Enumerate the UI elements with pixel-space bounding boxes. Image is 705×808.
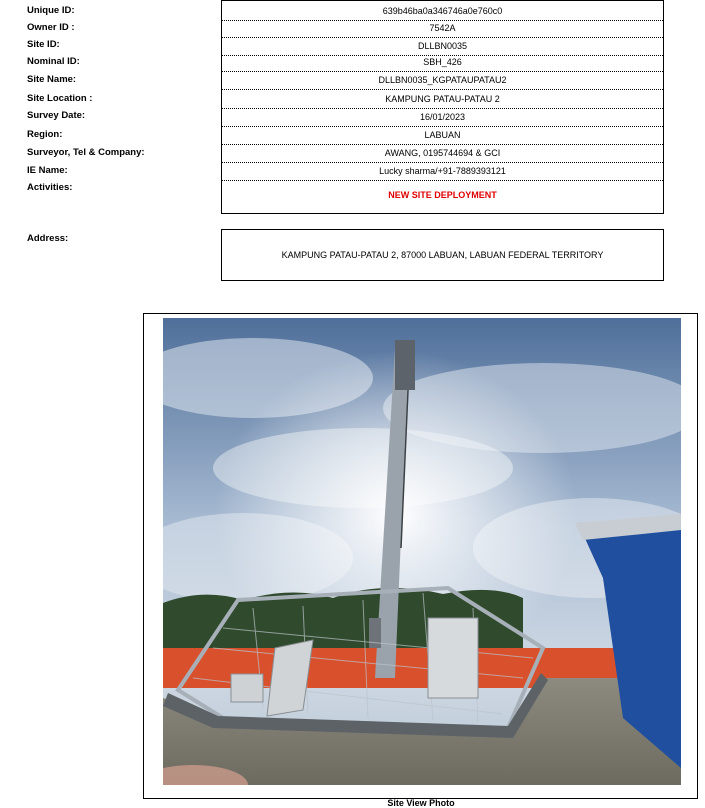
address-box <box>221 229 664 281</box>
label-ie-name: IE Name: <box>27 165 68 176</box>
label-site-location: Site Location : <box>27 93 93 104</box>
label-surveyor: Surveyor, Tel & Company: <box>27 147 145 158</box>
label-unique-id: Unique ID: <box>27 5 75 16</box>
label-activities: Activities: <box>27 182 73 193</box>
label-site-name: Site Name: <box>27 74 77 85</box>
address-value: KAMPUNG PATAU-PATAU 2, 87000 LABUAN, LABUAN FEDERAL TERRITORY <box>281 250 604 260</box>
value-ie-name: Lucky sharma/+91-7889393121 <box>222 163 663 181</box>
values-table <box>221 0 664 214</box>
photo-caption: Site View Photo <box>387 798 455 808</box>
value-nominal-id: SBH_426 <box>222 54 663 72</box>
label-survey-date: Survey Date: <box>27 110 86 121</box>
value-surveyor: AWANG, 0195744694 & GCI <box>222 145 663 163</box>
value-survey-date: 16/01/2023 <box>222 109 663 127</box>
label-site-id: Site ID: <box>27 39 60 50</box>
value-site-id: DLLBN0035 <box>222 38 663 56</box>
value-region: LABUAN <box>222 127 663 145</box>
value-owner-id: 7542A <box>222 20 663 38</box>
label-address: Address: <box>27 233 69 244</box>
label-owner-id: Owner ID : <box>27 22 75 33</box>
value-site-name: DLLBN0035_KGPATAUPATAU2 <box>222 72 663 90</box>
label-nominal-id: Nominal ID: <box>27 56 80 67</box>
value-unique-id: 639b46ba0a346746a0e760c0 <box>222 3 663 21</box>
label-region: Region: <box>27 129 63 140</box>
value-activities: NEW SITE DEPLOYMENT <box>388 190 497 200</box>
value-site-location: KAMPUNG PATAU-PATAU 2 <box>222 91 663 109</box>
site-photo-illustration <box>163 318 681 785</box>
site-view-photo <box>163 318 681 785</box>
